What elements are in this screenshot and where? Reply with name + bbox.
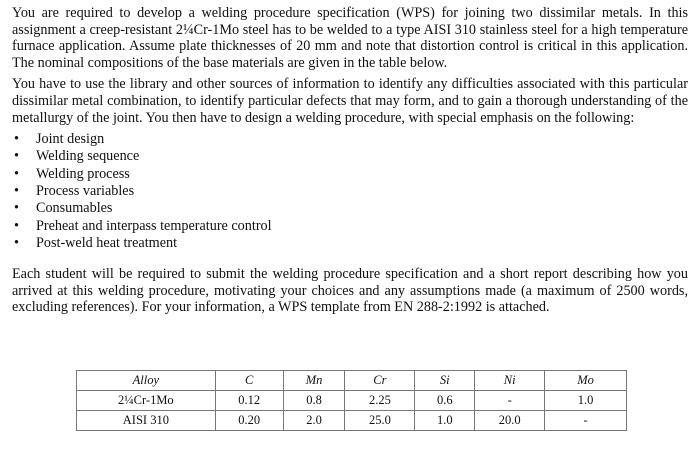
table-cell: 2¼Cr-1Mo [77,391,216,411]
table-cell: 1.0 [545,391,627,411]
header-cell: C [215,371,283,391]
table-cell: 2.25 [345,391,415,411]
composition-table [76,370,627,431]
list-item: • Joint design [12,131,688,148]
header-cell: Alloy [77,371,216,391]
list-item: • Preheat and interpass temperature control [12,218,688,235]
table-cell: 2.0 [283,411,345,431]
header-cell: Mn [283,371,345,391]
table-cell: 1.0 [415,411,475,431]
table-cell: 0.20 [215,411,283,431]
table-cell: - [475,391,545,411]
task-paragraph: You have to use the library and other sources of information to identify any difficulties associated with this particular dissimilar metal combination, to identify particular defects that may form, and to gain a thorough understanding of the metallurgy of the joint. You then have to design a welding procedure, with special emphasis on the following: [12,76,688,126]
table-cell: 0.8 [283,391,345,411]
list-item: • Post-weld heat treatment [12,235,688,252]
list-item: • Consumables [12,200,688,217]
table-row [77,391,627,411]
list-item: • Welding process [12,166,688,183]
table-cell: 0.12 [215,391,283,411]
header-cell: Cr [345,371,415,391]
submission-paragraph: Each student will be required to submit the welding procedure specification and a short report describing how you arrived at this welding procedure, motivating your choices and any assumptions made (a maximum of 2500 words, excluding references). For your information, a WPS template from EN 288-2:1992 is attached. [12,266,688,316]
header-cell: Si [415,371,475,391]
table-row [77,411,627,431]
table-cell: 20.0 [475,411,545,431]
intro-paragraph: You are required to develop a welding procedure specification (WPS) for joining two dissimilar metals. In this assignment a creep-resistant 2¼Cr-1Mo steel has to be welded to a type AISI 310 stainless steel for a high temperature furnace application. Assume plate thicknesses of 20 mm and note that distortion control is critical in this application. The nominal compositions of the base materials are given in the table below. [12,5,688,71]
document-body [12,5,688,321]
list-item: • Welding sequence [12,148,688,165]
header-cell: Ni [475,371,545,391]
table-header-row [77,371,627,391]
emphasis-list [12,131,688,252]
table-cell: - [545,411,627,431]
header-cell: Mo [545,371,627,391]
table-cell: 0.6 [415,391,475,411]
list-item: • Process variables [12,183,688,200]
table-cell: AISI 310 [77,411,216,431]
table-cell: 25.0 [345,411,415,431]
